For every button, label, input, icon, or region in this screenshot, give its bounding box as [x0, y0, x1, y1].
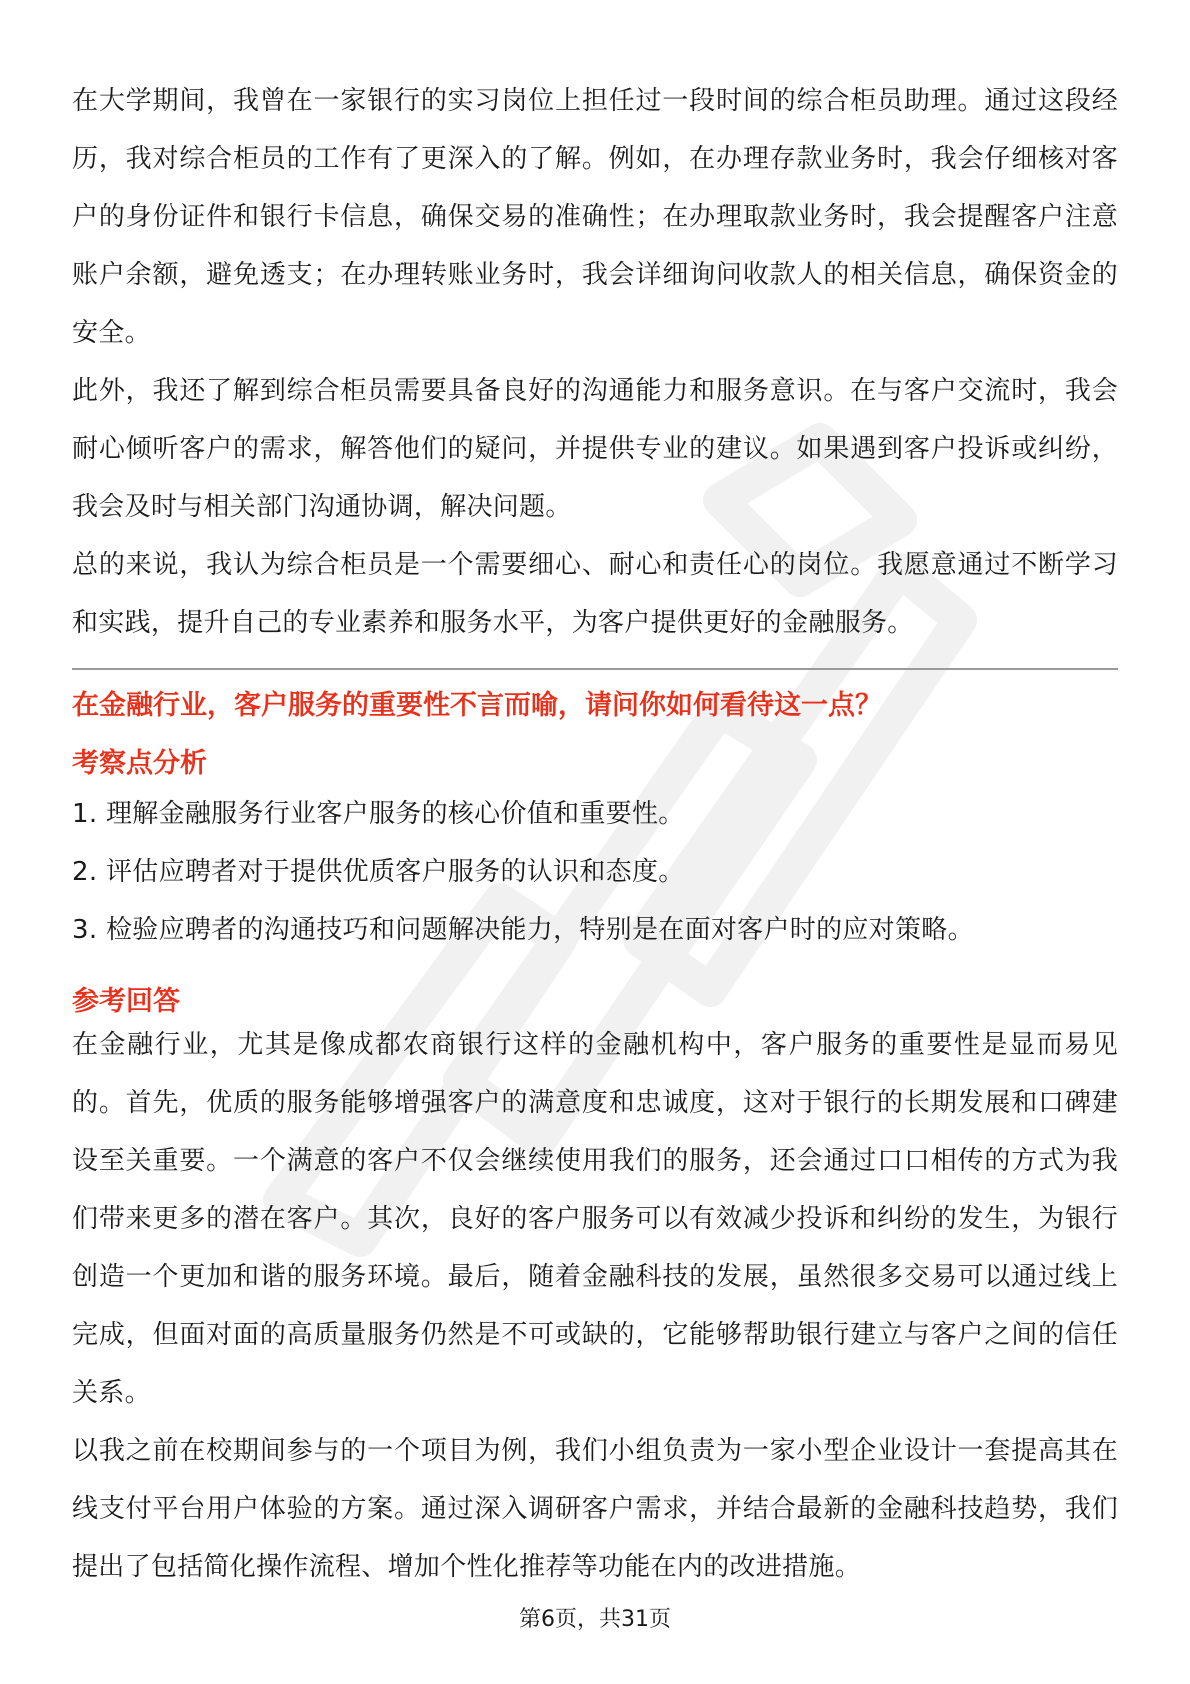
page-number: 第6页，共31页 — [519, 1607, 671, 1632]
analysis-item-3: 3. 检验应聘者的沟通技巧和问题解决能力，特别是在面对客户时的应对策略。 — [72, 915, 974, 945]
intro-section — [72, 72, 1118, 652]
analysis-item-1: 1. 理解金融服务行业客户服务的核心价值和重要性。 — [72, 799, 685, 829]
answer-heading: 参考回答 — [72, 986, 180, 1017]
analysis-list — [72, 785, 1118, 959]
intro-paragraph-2: 此外，我还了解到综合柜员需要具备良好的沟通能力和服务意识。在与客户交流时，我会耐心倾听客户的需求，解答他们的疑问，并提供专业的建议。如果遇到客户投诉或纠纷，我会及时与相关部门沟通协调，解决问题。 — [72, 376, 1118, 522]
answer-section — [72, 1016, 1118, 1596]
intro-paragraph-3: 总的来说，我认为综合柜员是一个需要细心、耐心和责任心的岗位。我愿意通过不断学习和实践，提升自己的专业素养和服务水平，为客户提供更好的金融服务。 — [72, 550, 1118, 638]
answer-paragraph-2: 以我之前在校期间参与的一个项目为例，我们小组负责为一家小型企业设计一套提高其在线支付平台用户体验的方案。通过深入调研客户需求，并结合最新的金融科技趋势，我们提出了包括简化操作流程、增加个性化推荐等功能在内的改进措施。 — [72, 1436, 1118, 1582]
analysis-item-2: 2. 评估应聘者对于提供优质客户服务的认识和态度。 — [72, 857, 685, 887]
analysis-heading: 考察点分析 — [72, 748, 207, 779]
interview-question: 在金融行业，客户服务的重要性不言而喻，请问你如何看待这一点？ — [72, 690, 882, 721]
section-divider — [72, 668, 1118, 670]
intro-paragraph-1: 在大学期间，我曾在一家银行的实习岗位上担任过一段时间的综合柜员助理。通过这段经历，我对综合柜员的工作有了更深入的了解。例如，在办理存款业务时，我会仔细核对客户的身份证件和银行卡信息，确保交易的准确性；在办理取款业务时，我会提醒客户注意账户余额，避免透支；在办理转账业务时，我会详细询问收款人的相关信息，确保资金的安全。 — [72, 86, 1118, 348]
answer-paragraph-1: 在金融行业，尤其是像成都农商银行这样的金融机构中，客户服务的重要性是显而易见的。首先，优质的服务能够增强客户的满意度和忠诚度，这对于银行的长期发展和口碑建设至关重要。一个满意的客户不仅会继续使用我们的服务，还会通过口口相传的方式为我们带来更多的潜在客户。其次，良好的客户服务可以有效减少投诉和纠纷的发生，为银行创造一个更加和谐的服务环境。最后，随着金融科技的发展，虽然很多交易可以通过线上完成，但面对面的高质量服务仍然是不可或缺的，它能够帮助银行建立与客户之间的信任关系。 — [72, 1030, 1118, 1408]
